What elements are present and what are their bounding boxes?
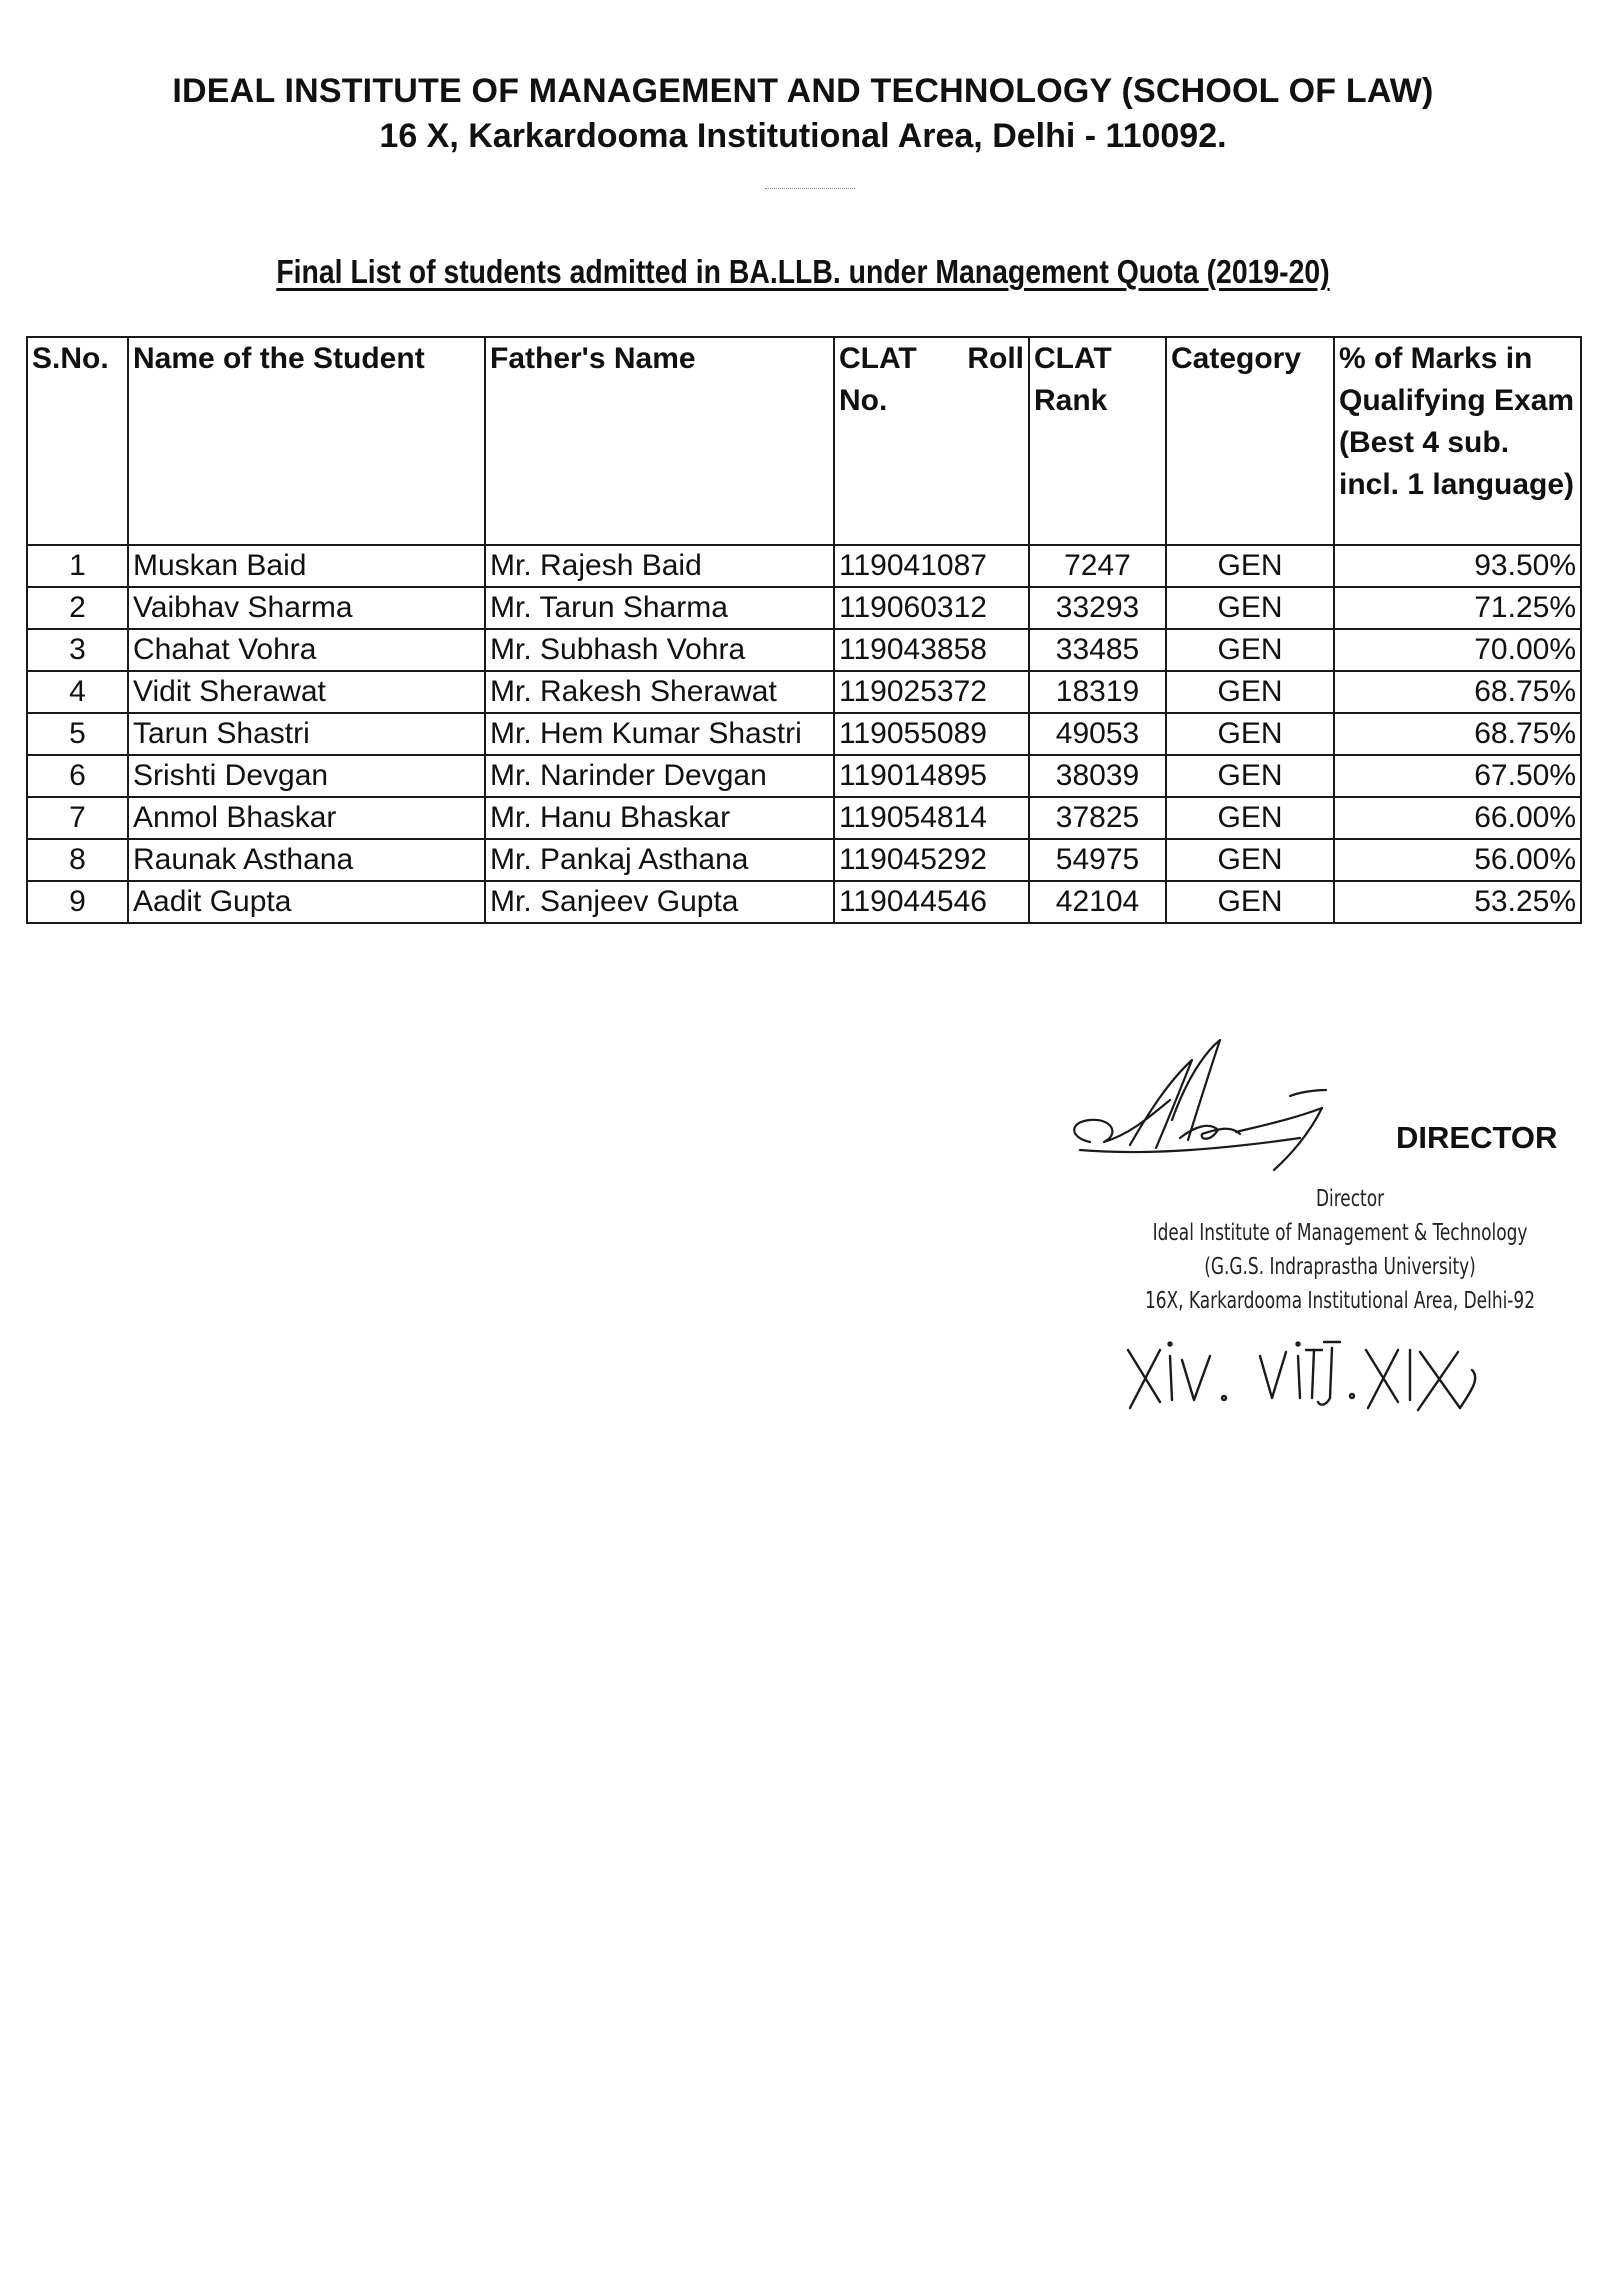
cell-rank: 54975 <box>1029 839 1166 881</box>
cell-rank: 18319 <box>1029 671 1166 713</box>
cell-marks: 68.75% <box>1334 713 1581 755</box>
cell-category: GEN <box>1166 629 1334 671</box>
cell-father: Mr. Tarun Sharma <box>485 587 834 629</box>
cell-roll: 119043858 <box>834 629 1029 671</box>
table-row <box>27 587 1581 629</box>
col-header-category: Category <box>1166 337 1334 545</box>
cell-sno: 4 <box>27 671 128 713</box>
cell-roll: 119060312 <box>834 587 1029 629</box>
cell-father: Mr. Narinder Devgan <box>485 755 834 797</box>
cell-father: Mr. Rajesh Baid <box>485 545 834 587</box>
cell-father: Mr. Hem Kumar Shastri <box>485 713 834 755</box>
cell-marks: 93.50% <box>1334 545 1581 587</box>
stamp-line: Director <box>1315 1186 1385 1212</box>
cell-rank: 49053 <box>1029 713 1166 755</box>
col-header-sno: S.No. <box>27 337 128 545</box>
table-row <box>27 671 1581 713</box>
cell-sno: 7 <box>27 797 128 839</box>
cell-sno: 3 <box>27 629 128 671</box>
cell-name: Raunak Asthana <box>128 839 485 881</box>
list-title: Final List of students admitted in BA.LLB. under Management Quota (2019-20) <box>276 253 1330 290</box>
cell-name: Aadit Gupta <box>128 881 485 923</box>
table-row <box>27 797 1581 839</box>
director-label: DIRECTOR <box>1396 1120 1558 1155</box>
cell-category: GEN <box>1166 545 1334 587</box>
cell-name: Vidit Sherawat <box>128 671 485 713</box>
cell-father: Mr. Hanu Bhaskar <box>485 797 834 839</box>
cell-marks: 66.00% <box>1334 797 1581 839</box>
cell-category: GEN <box>1166 839 1334 881</box>
cell-roll: 119054814 <box>834 797 1029 839</box>
stamp-line: 16X, Karkardooma Institutional Area, Delhi-92 <box>1144 1288 1536 1314</box>
table-row <box>27 755 1581 797</box>
cell-roll: 119041087 <box>834 545 1029 587</box>
cell-roll: 119014895 <box>834 755 1029 797</box>
cell-sno: 2 <box>27 587 128 629</box>
cell-marks: 56.00% <box>1334 839 1581 881</box>
cell-category: GEN <box>1166 713 1334 755</box>
signature-block <box>1040 1030 1600 1390</box>
divider <box>765 188 855 189</box>
cell-father: Mr. Rakesh Sherawat <box>485 671 834 713</box>
roll-header-part2: Roll <box>967 342 1024 375</box>
cell-sno: 8 <box>27 839 128 881</box>
cell-name: Muskan Baid <box>128 545 485 587</box>
cell-name: Anmol Bhaskar <box>128 797 485 839</box>
col-header-name: Name of the Student <box>128 337 485 545</box>
table-row <box>27 713 1581 755</box>
institute-address: 16 X, Karkardooma Institutional Area, Delhi - 110092. <box>379 117 1227 155</box>
cell-marks: 68.75% <box>1334 671 1581 713</box>
cell-father: Mr. Subhash Vohra <box>485 629 834 671</box>
cell-sno: 5 <box>27 713 128 755</box>
cell-name: Tarun Shastri <box>128 713 485 755</box>
table-header-row <box>27 337 1581 545</box>
cell-rank: 7247 <box>1029 545 1166 587</box>
cell-sno: 9 <box>27 881 128 923</box>
cell-category: GEN <box>1166 797 1334 839</box>
cell-father: Mr. Sanjeev Gupta <box>485 881 834 923</box>
cell-roll: 119045292 <box>834 839 1029 881</box>
cell-category: GEN <box>1166 671 1334 713</box>
rank-header-part2: Rank <box>1034 384 1108 417</box>
cell-name: Srishti Devgan <box>128 755 485 797</box>
cell-category: GEN <box>1166 881 1334 923</box>
col-header-roll <box>834 337 1029 545</box>
cell-roll: 119055089 <box>834 713 1029 755</box>
rank-header-part1: CLAT <box>1034 342 1112 375</box>
director-stamp <box>1100 1182 1580 1318</box>
admission-table <box>26 336 1582 924</box>
table-row <box>27 881 1581 923</box>
table-row <box>27 839 1581 881</box>
document-header <box>0 72 1606 156</box>
cell-name: Chahat Vohra <box>128 629 485 671</box>
institute-name: IDEAL INSTITUTE OF MANAGEMENT AND TECHNOLOGY (SCHOOL OF LAW) <box>172 72 1434 110</box>
cell-roll: 119044546 <box>834 881 1029 923</box>
col-header-marks: % of Marks in Qualifying Exam (Best 4 sub. incl. 1 language) <box>1334 337 1581 545</box>
cell-rank: 33293 <box>1029 587 1166 629</box>
cell-rank: 42104 <box>1029 881 1166 923</box>
roll-header-part3: No. <box>839 384 888 417</box>
cell-marks: 67.50% <box>1334 755 1581 797</box>
cell-rank: 37825 <box>1029 797 1166 839</box>
director-signature <box>1060 1030 1400 1180</box>
cell-category: GEN <box>1166 755 1334 797</box>
cell-marks: 70.00% <box>1334 629 1581 671</box>
cell-rank: 33485 <box>1029 629 1166 671</box>
cell-sno: 6 <box>27 755 128 797</box>
cell-roll: 119025372 <box>834 671 1029 713</box>
roll-header-part1: CLAT <box>839 342 917 375</box>
cell-category: GEN <box>1166 587 1334 629</box>
stamp-line: Ideal Institute of Management & Technology <box>1152 1220 1528 1246</box>
cell-marks: 71.25% <box>1334 587 1581 629</box>
handwritten-date <box>1120 1320 1550 1430</box>
cell-rank: 38039 <box>1029 755 1166 797</box>
col-header-rank <box>1029 337 1166 545</box>
table-row <box>27 629 1581 671</box>
stamp-line: (G.G.S. Indraprastha University) <box>1204 1254 1476 1280</box>
cell-father: Mr. Pankaj Asthana <box>485 839 834 881</box>
table-row <box>27 545 1581 587</box>
col-header-father: Father's Name <box>485 337 834 545</box>
cell-marks: 53.25% <box>1334 881 1581 923</box>
cell-sno: 1 <box>27 545 128 587</box>
cell-name: Vaibhav Sharma <box>128 587 485 629</box>
